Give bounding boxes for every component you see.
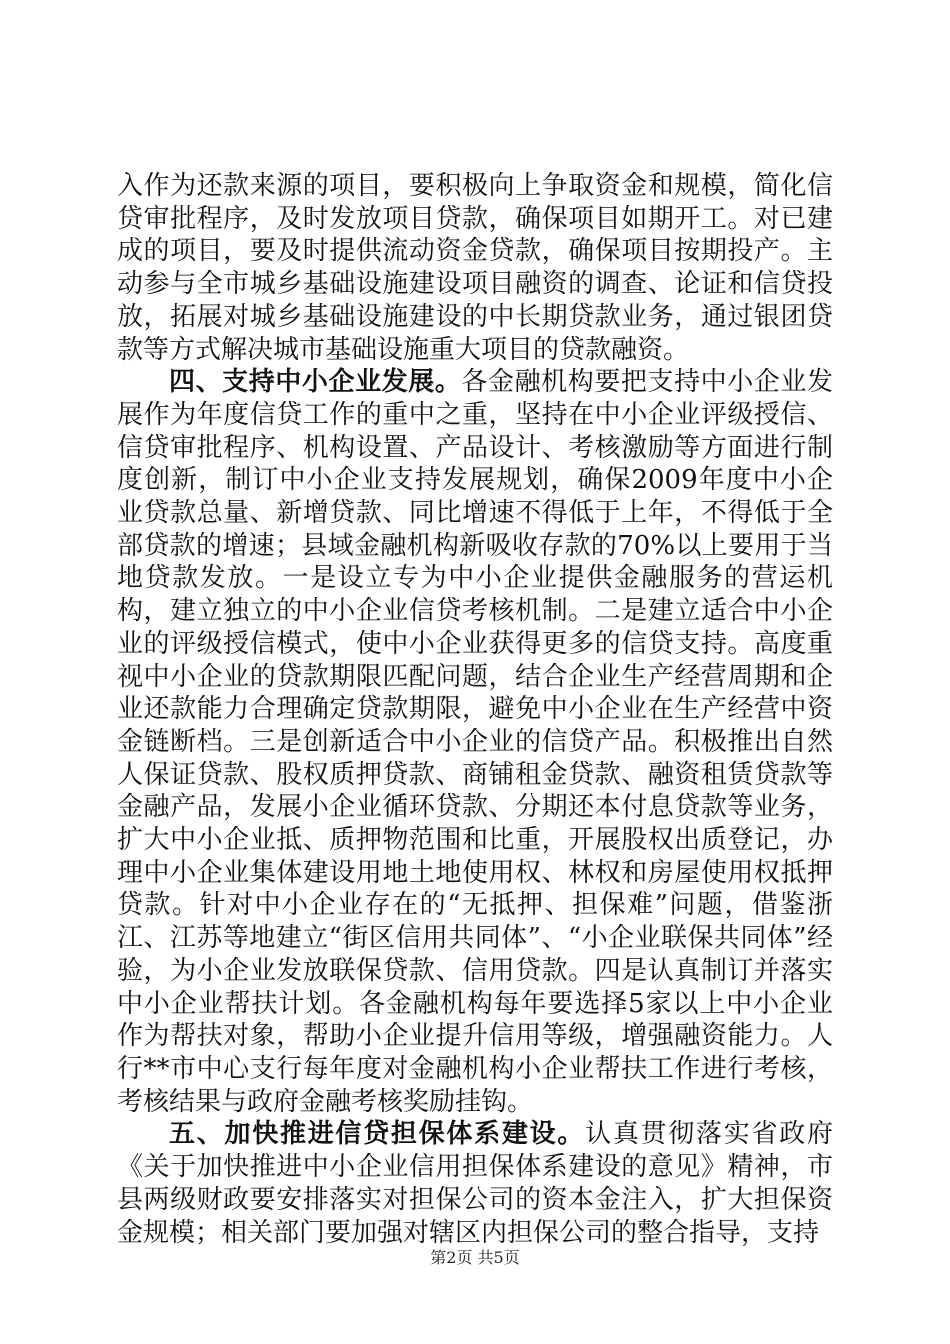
paragraph-3-text: 认真贯彻落实省政府《关于加快推进中小企业信用担保体系建设的意见》精神，市县两级财政要安排落实对担保公司的资本金注入，扩大担保资金规模；相关部门要加强对辖区内担保公司的整合指导，支持: [117, 1119, 833, 1248]
page-number: 第2页: [430, 1248, 473, 1267]
paragraph-3: [117, 1118, 833, 1249]
paragraph-2-text: 各金融机构要把支持中小企业发展作为年度信贷工作的重中之重，坚持在中小企业评级授信、信贷审批程序、机构设置、产品设计、考核激励等方面进行制度创新，制订中小企业支持发展规划，确保2009年度中小企业贷款总量、新增贷款、同比增速不得低于上年，不得低于全部贷款的增速；县域金融机构新吸收存款的70%以上要用于当地贷款发放。一是设立专为中小企业提供金融服务的营运机构，建立独立的中小企业信贷考核机制。二是建立适合中小企业的评级授信模式，使中小企业获得更多的信贷支持。高度重视中小企业的贷款期限匹配问题，结合企业生产经营周期和企业还款能力合理确定贷款期限，避免中小企业在生产经营中资金链断档。三是创新适合中小企业的信贷产品。积极推出自然人保证贷款、股权质押贷款、商铺租金贷款、融资租赁贷款等金融产品，发展小企业循环贷款、分期还本付息贷款等业务，扩大中小企业抵、质押物范围和比重，开展股权出质登记，办理中小企业集体建设用地土地使用权、林权和房屋使用权抵押贷款。针对中小企业存在的“无抵押、担保难”问题，借鉴浙江、江苏等地建立“街区信用共同体”、“小企业联保共同体”经验，为小企业发放联保贷款、信用贷款。四是认真制订并落实中小企业帮扶计划。各金融机构每年要选择5家以上中小企业作为帮扶对象，帮助小企业提升信用等级，增强融资能力。人行**市中心支行每年度对金融机构小企业帮扶工作进行考核，考核结果与政府金融考核奖励挂钩。: [117, 367, 833, 1117]
paragraph-2: [117, 366, 833, 1118]
paragraph-1: [117, 170, 833, 366]
page-total: 共5页: [477, 1248, 520, 1267]
page-footer: [0, 1245, 950, 1268]
document-body: [117, 170, 833, 1249]
section-heading-4: 四、支持中小企业发展。: [169, 367, 462, 398]
paragraph-1-text: 入作为还款来源的项目，要积极向上争取资金和规模，简化信贷审批程序，及时发放项目贷款，确保项目如期开工。对已建成的项目，要及时提供流动资金贷款，确保项目按期投产。主动参与全市城乡基础设施建设项目融资的调查、论证和信贷投放，拓展对城乡基础设施建设的中长期贷款业务，通过银团贷款等方式解决城市基础设施重大项目的贷款融资。: [117, 171, 833, 365]
section-heading-5: 五、加快推进信贷担保体系建设。: [169, 1119, 586, 1150]
